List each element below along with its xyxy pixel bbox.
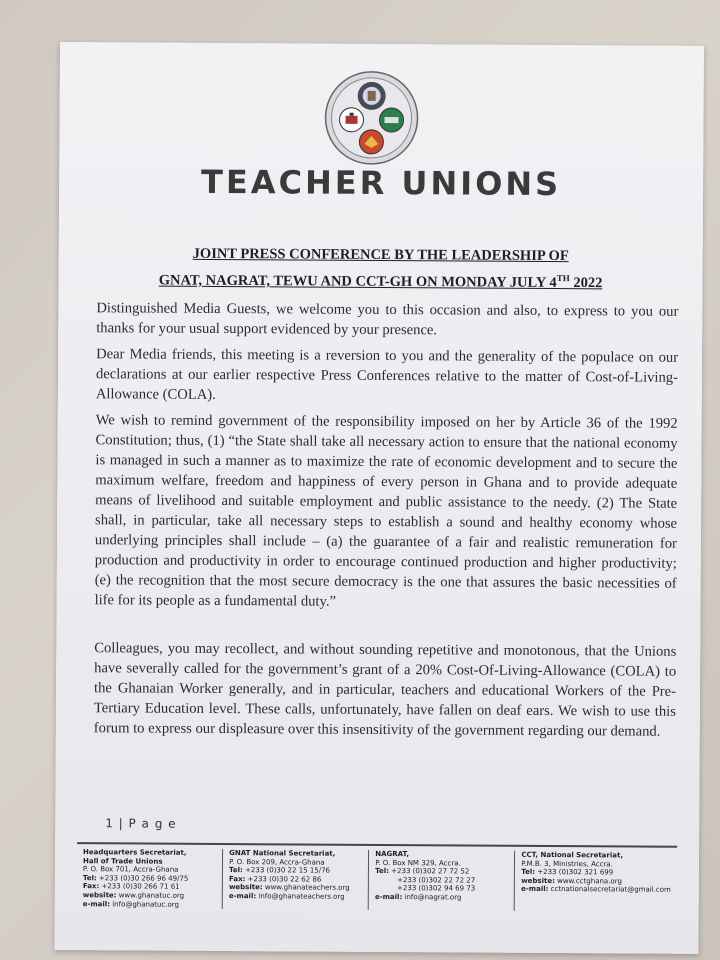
gnat-tel-label: Tel: [229,866,243,875]
cct-web-label: website: [521,876,555,885]
cct-tel-value: +233 (0)302 321 699 [535,868,614,877]
gnat-tel-value: +233 (0)30 22 15 15/76 [242,866,331,875]
nagrat-tel-2: +233 (0)302 22 72 27 [397,875,476,885]
cct-email-value: cctnationalsecretariat@gmail.com [548,885,671,895]
nagrat-tel [375,867,508,876]
paragraph-article-36: We wish to remind government of the responsibility imposed on her by Article 36 of the 1992 Constitution; thus, (1) “the State shall take all necessary action to ensure that the national economy is managed in such a manner as to maximize the rate of economic development and to secure the maximum welfare, freedom and happiness of every person in Ghana and to provide adequate means of livelihood and suitable employment and public assistance to the needy. (2) The State shall, in particular, take all necessary steps to establish a sound and healthy economy whose underlying principles shall include – (a) the guarantee of a fair and realistic remuneration for production and productivity in order to encourage continued production and higher productivity; (e) the recognition that the most secure democracy is the one that assures the basic necessities of life for its people as a fundamental duty.” [94,412,678,610]
tuc-email-value: info@ghanatuc.org [109,899,180,909]
tuc-fax-value: +233 (0)30 266 71 61 [99,882,180,892]
document-page [54,42,704,954]
gnat-web-label: website: [228,883,263,892]
nagrat-tel-3: +233 (0)302 94 69 73 [397,884,476,893]
nagrat-email [375,893,508,902]
page-number: 1 | P a g e [105,816,177,831]
gnat-address: P. O. Box 209, Accra-Ghana [229,857,325,867]
gnat-email-label: e-mail: [228,892,257,901]
cct-email-label: e-mail: [521,885,549,894]
tuc-tel-label: Tel: [82,873,97,883]
footer-cct [514,851,677,912]
tuc-web-value: www.ghanatuc.org [116,891,185,900]
title-line-2-end: 2022 [569,274,603,292]
gnat-email-value: info@ghanateachers.org [256,892,345,901]
tuc-hall: Hall of Trade Unions [82,856,163,866]
gnat-web-value: www.ghanateachers.org [262,883,350,893]
paragraph-cola-demand: Colleagues, you may recollect, and without sounding repetitive and monotonous, that the Unions have severally called for the government’s grant of a 20% Cost-Of-Living-Allowance (COLA) to the Ghanaian Worker generally, and in particular, teachers and educational Workers of the Pre-Tertiary Education level. These calls, unfortunately, have fallen on deaf ears. We wish to use this forum to express our displeasure over this insensitivity of the government regarding our demand. [93,640,677,740]
footer-divider [77,842,677,848]
tuc-fax-label: Fax: [82,882,100,891]
nagrat-email-label: e-mail: [374,892,403,902]
footer-contacts [77,848,677,912]
cct-address: P.M.B. 3, Ministries, Accra. [521,859,613,868]
footer-gnat [222,849,368,910]
title-line-2-main: GNAT, NAGRAT, TEWU AND CCT-GH ON MONDAY JULY 4 [158,272,557,291]
paragraph-reversion: Dear Media friends, this meeting is a reversion to you and the generality of the populace on our declarations at our earlier respective Press Conferences relative to the matter of Cost-of-Living-Allowance (COLA). [95,346,679,403]
nagrat-email-value: info@nagrat.org [402,893,462,902]
cct-email [521,885,671,895]
tuc-email-label: e-mail: [82,899,111,908]
tuc-web-label: website: [82,891,117,900]
footer-tuc [77,848,222,909]
cct-name: CCT, National Secretariat, [521,850,624,860]
teacher-unions-logo [321,70,422,167]
title-line-1: JOINT PRESS CONFERENCE BY THE LEADERSHIP OF [192,245,569,265]
cct-tel-label: Tel: [521,868,536,877]
gnat-email [229,892,362,901]
cct-web-value: www.cctghana.org [554,876,622,886]
tuc-email [83,900,216,909]
nagrat-tel-label: Tel: [375,867,389,876]
nagrat-tel-value-1: +233 (0)302 27 72 52 [388,867,470,876]
gnat-fax-value: +233 (0)30 22 62 86 [245,874,322,884]
nagrat-address: P. O. Box NM 329, Accra. [375,858,461,868]
nagrat-name: NAGRAT, [375,849,410,859]
unions-heading: TEACHER UNIONS [201,162,562,204]
title-line-2-sup: TH [556,273,570,284]
tuc-name: Headquarters Secretariat, [83,848,187,857]
title-line-2 [58,270,702,293]
paragraph-welcome: Distinguished Media Guests, we welcome you to this occasion and also, to express to you our thanks for your usual support evidenced by your presence. [96,300,679,339]
gnat-name: GNAT National Secretariat, [229,849,336,858]
gnat-fax-label: Fax: [228,874,246,883]
footer-nagrat [368,850,514,911]
tuc-tel-value: +233 (0)30 266 96 49/75 [96,874,189,883]
tuc-address: P. O. Box 701, Accra-Ghana [82,865,179,874]
